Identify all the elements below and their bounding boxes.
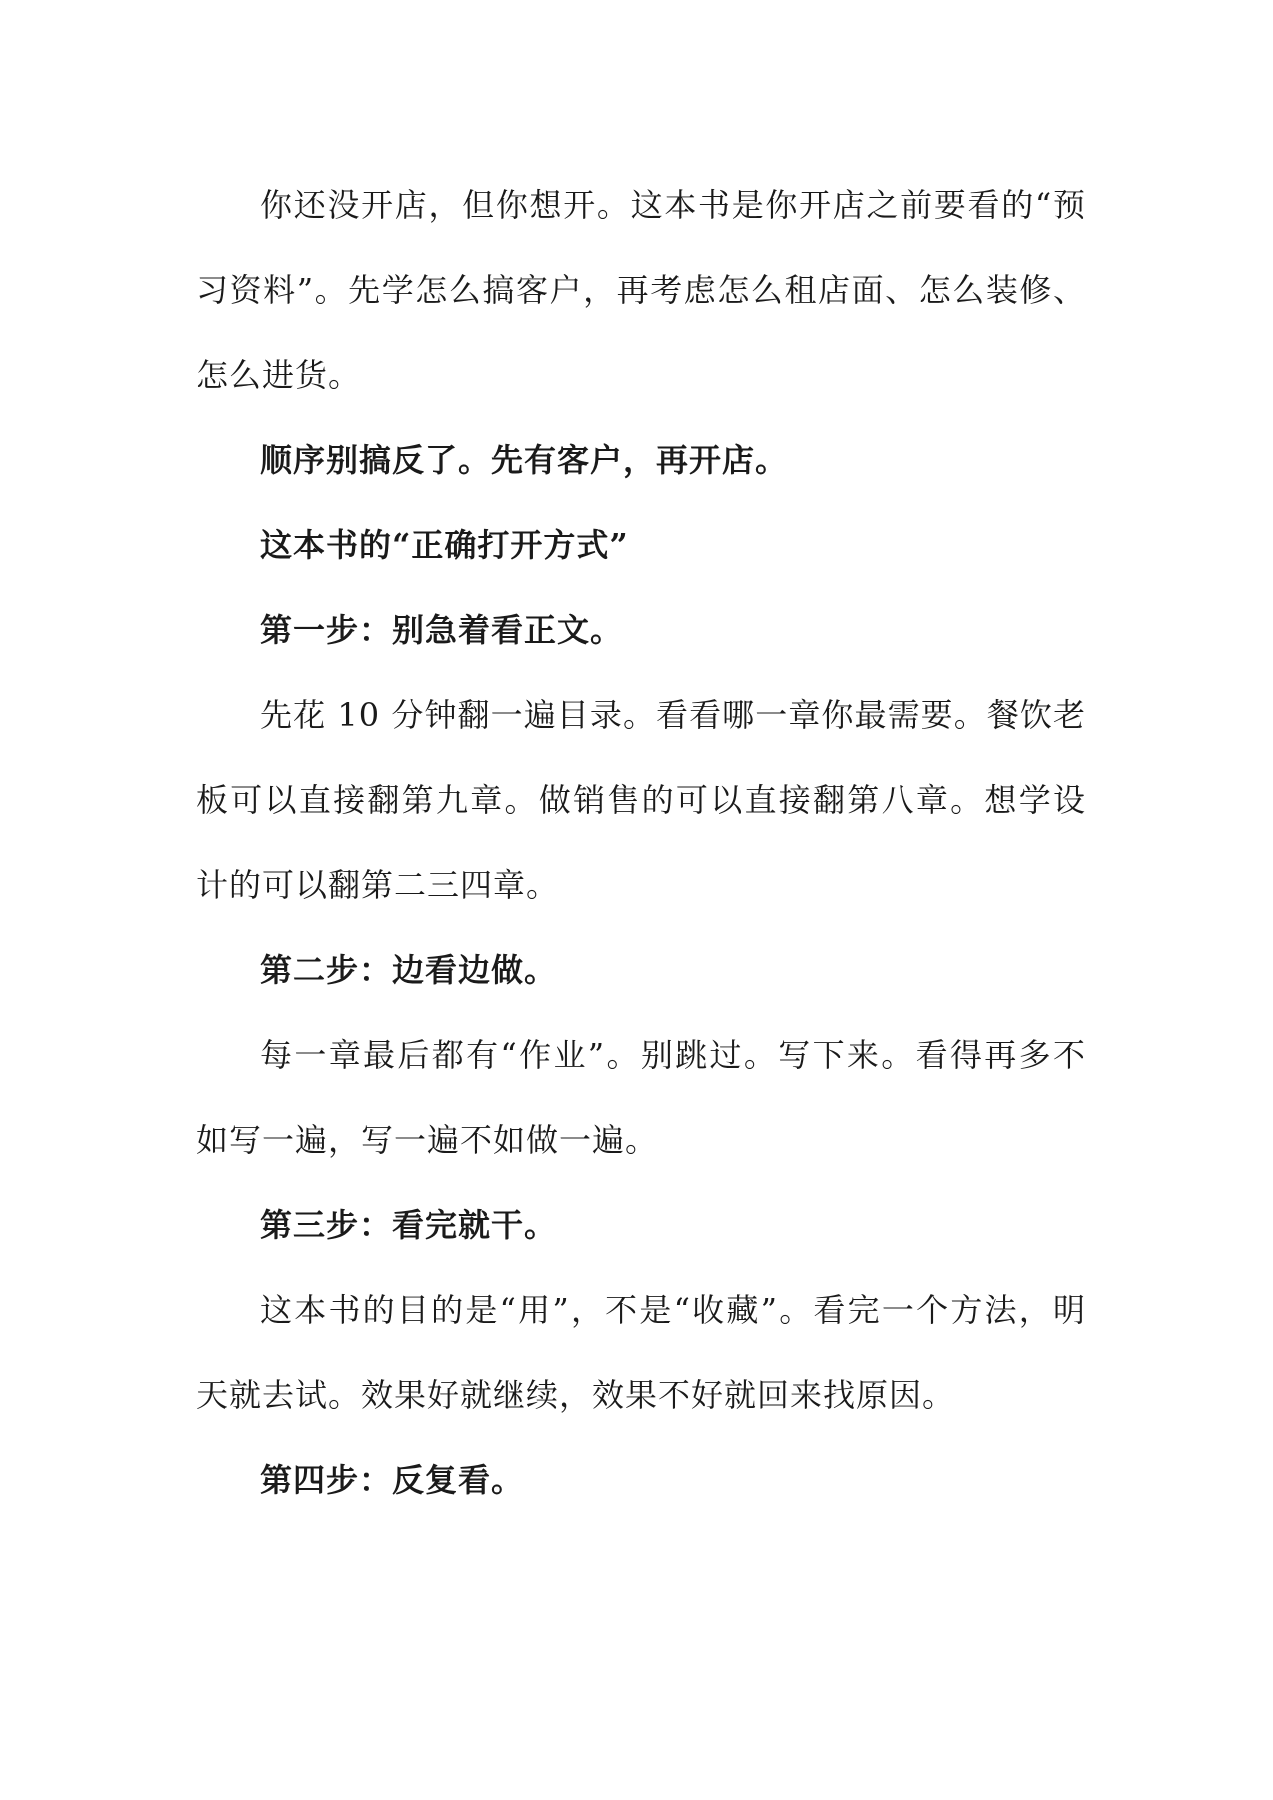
step-three-heading: 第三步：看完就干。 [260,1206,558,1244]
bold-statement-order: 顺序别搞反了。先有客户，再开店。 [260,441,789,479]
document-page [196,163,1086,1523]
step-two-heading: 第二步：边看边做。 [260,951,558,989]
step-three-paragraph: 这本书的目的是“用”，不是“收藏”。看完一个方法，明天就去试。效果好就继续，效果不好就回来找原因。 [196,1291,1086,1414]
section-heading-how-to-read: 这本书的“正确打开方式” [260,526,629,564]
step-one-paragraph: 先花 10 分钟翻一遍目录。看看哪一章你最需要。餐饮老板可以直接翻第九章。做销售的可以直接翻第八章。想学设计的可以翻第二三四章。 [196,696,1086,904]
paragraph-intro: 你还没开店，但你想开。这本书是你开店之前要看的“预习资料”。先学怎么搞客户，再考虑怎么租店面、怎么装修、怎么进货。 [196,186,1086,394]
step-one-heading: 第一步：别急着看正文。 [260,611,624,649]
step-two-paragraph: 每一章最后都有“作业”。别跳过。写下来。看得再多不如写一遍，写一遍不如做一遍。 [196,1036,1086,1159]
step-four-heading: 第四步：反复看。 [260,1461,525,1499]
